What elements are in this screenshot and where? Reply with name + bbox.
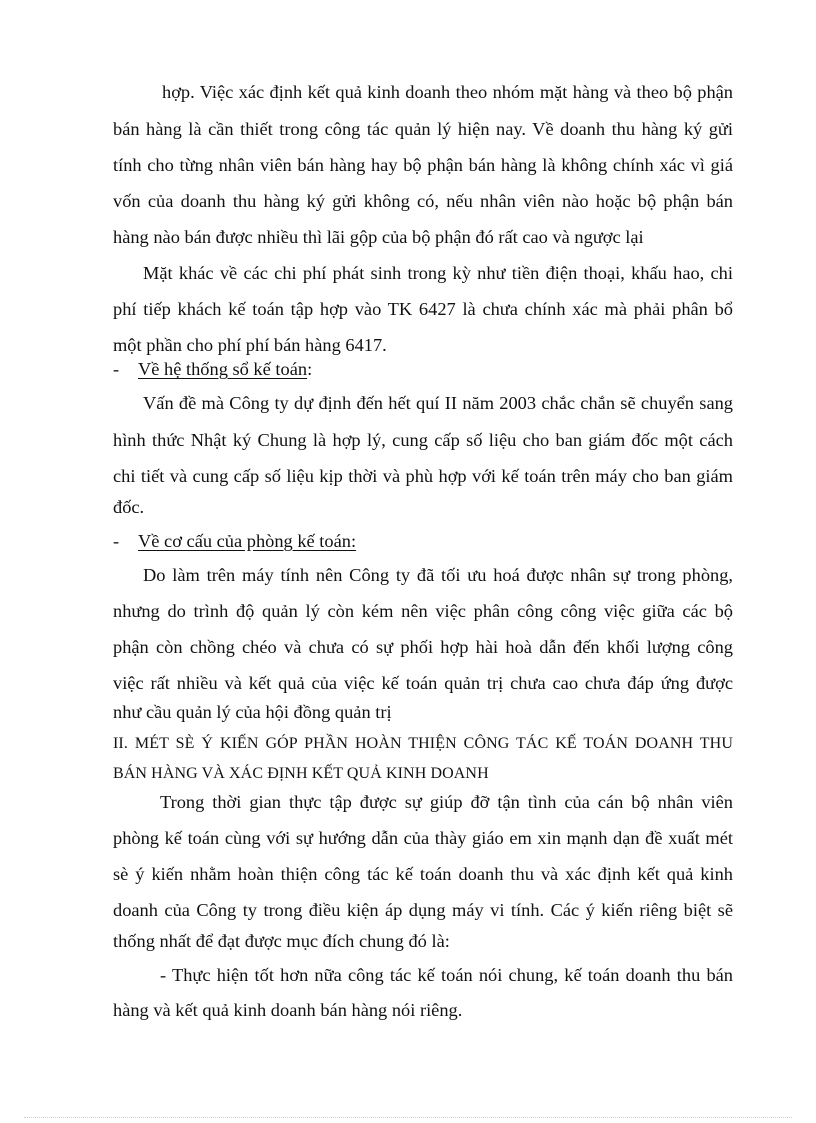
paragraph-line: phí tiếp khách kế toán tập hợp vào TK 6427 là chưa chính xác mà phải phân bổ: [113, 299, 733, 319]
paragraph-line: hàng và kết quả kinh doanh bán hàng nói riêng.: [113, 1000, 463, 1020]
paragraph-line: tính cho từng nhân viên bán hàng hay bộ phận bán hàng là không chính xác vì giá: [113, 155, 733, 175]
paragraph-line: thống nhất để đạt được mục đích chung đó là:: [113, 931, 450, 951]
paragraph-line: Do làm trên máy tính nên Công ty đã tối ưu hoá được nhân sự trong phòng,: [143, 565, 733, 585]
subsection-heading-suffix: :: [307, 359, 313, 379]
subsection-heading: [138, 357, 312, 381]
paragraph-line: vốn của doanh thu hàng ký gửi không có, nếu nhân viên nào hoặc bộ phận bán: [113, 191, 733, 211]
paragraph-line: phòng kế toán cùng với sự hướng dẫn của thày giáo em xin mạnh dạn đề xuất mét: [113, 828, 733, 848]
paragraph-line: phận còn chồng chéo và chưa có sự phối hợp hài hoà dẫn đến khối lượng công: [113, 637, 733, 657]
paragraph-line: Trong thời gian thực tập được sự giúp đỡ tận tình của cán bộ nhân viên: [160, 792, 733, 812]
paragraph-line: một phần cho phí phí bán hàng 6417.: [113, 335, 387, 355]
paragraph-line: hình thức Nhật ký Chung là hợp lý, cung cấp số liệu cho ban giám đốc một cách: [113, 430, 733, 450]
paragraph-line: bán hàng là cần thiết trong công tác quản lý hiện nay. Về doanh thu hàng ký gửi: [113, 119, 733, 139]
page-bottom-border: [24, 1117, 792, 1118]
subsection-heading: Về cơ cấu của phòng kế toán:: [138, 531, 357, 551]
subsection-heading-label: Về hệ thống sổ kế toán: [138, 359, 308, 379]
bullet-dash: -: [113, 359, 120, 379]
paragraph-line: Mặt khác về các chi phí phát sinh trong kỳ như tiền điện thoại, khấu hao, chi: [143, 263, 733, 283]
paragraph-line: hợp. Việc xác định kết quả kinh doanh theo nhóm mặt hàng và theo bộ phận: [162, 82, 733, 102]
paragraph-line: doanh của Công ty trong điều kiện áp dụng máy vi tính. Các ý kiến riêng biệt sẽ: [113, 900, 733, 920]
paragraph-line: như cầu quản lý của hội đồng quản trị: [113, 702, 392, 722]
section-heading: II. MÉT SÈ Ý KIẾN GÓP PHẦN HOÀN THIỆN CÔNG TÁC KẾ TOÁN DOANH THU: [113, 735, 733, 752]
paragraph-line: đốc.: [113, 497, 145, 517]
bullet-dash: -: [113, 531, 120, 551]
section-heading: BÁN HÀNG VÀ XÁC ĐỊNH KẾT QUẢ KINH DOANH: [113, 765, 489, 782]
paragraph-line: việc rất nhiều và kết quả của việc kế toán quản trị chưa cao chưa đáp ứng được: [113, 673, 733, 693]
paragraph-line: Vấn đề mà Công ty dự định đến hết quí II năm 2003 chắc chắn sẽ chuyển sang: [143, 393, 733, 413]
paragraph-line: nhưng do trình độ quản lý còn kém nên việc phân công công việc giữa các bộ: [113, 601, 733, 621]
paragraph-line: chi tiết và cung cấp số liệu kịp thời và phù hợp với kế toán trên máy cho ban giám: [113, 466, 733, 486]
paragraph-line: - Thực hiện tốt hơn nữa công tác kế toán nói chung, kế toán doanh thu bán: [160, 965, 733, 985]
paragraph-line: sè ý kiến nhằm hoàn thiện công tác kế toán doanh thu và xác định kết quả kinh: [113, 864, 733, 884]
paragraph-line: hàng nào bán được nhiều thì lãi gộp của bộ phận đó rất cao và ngược lại: [113, 227, 644, 247]
